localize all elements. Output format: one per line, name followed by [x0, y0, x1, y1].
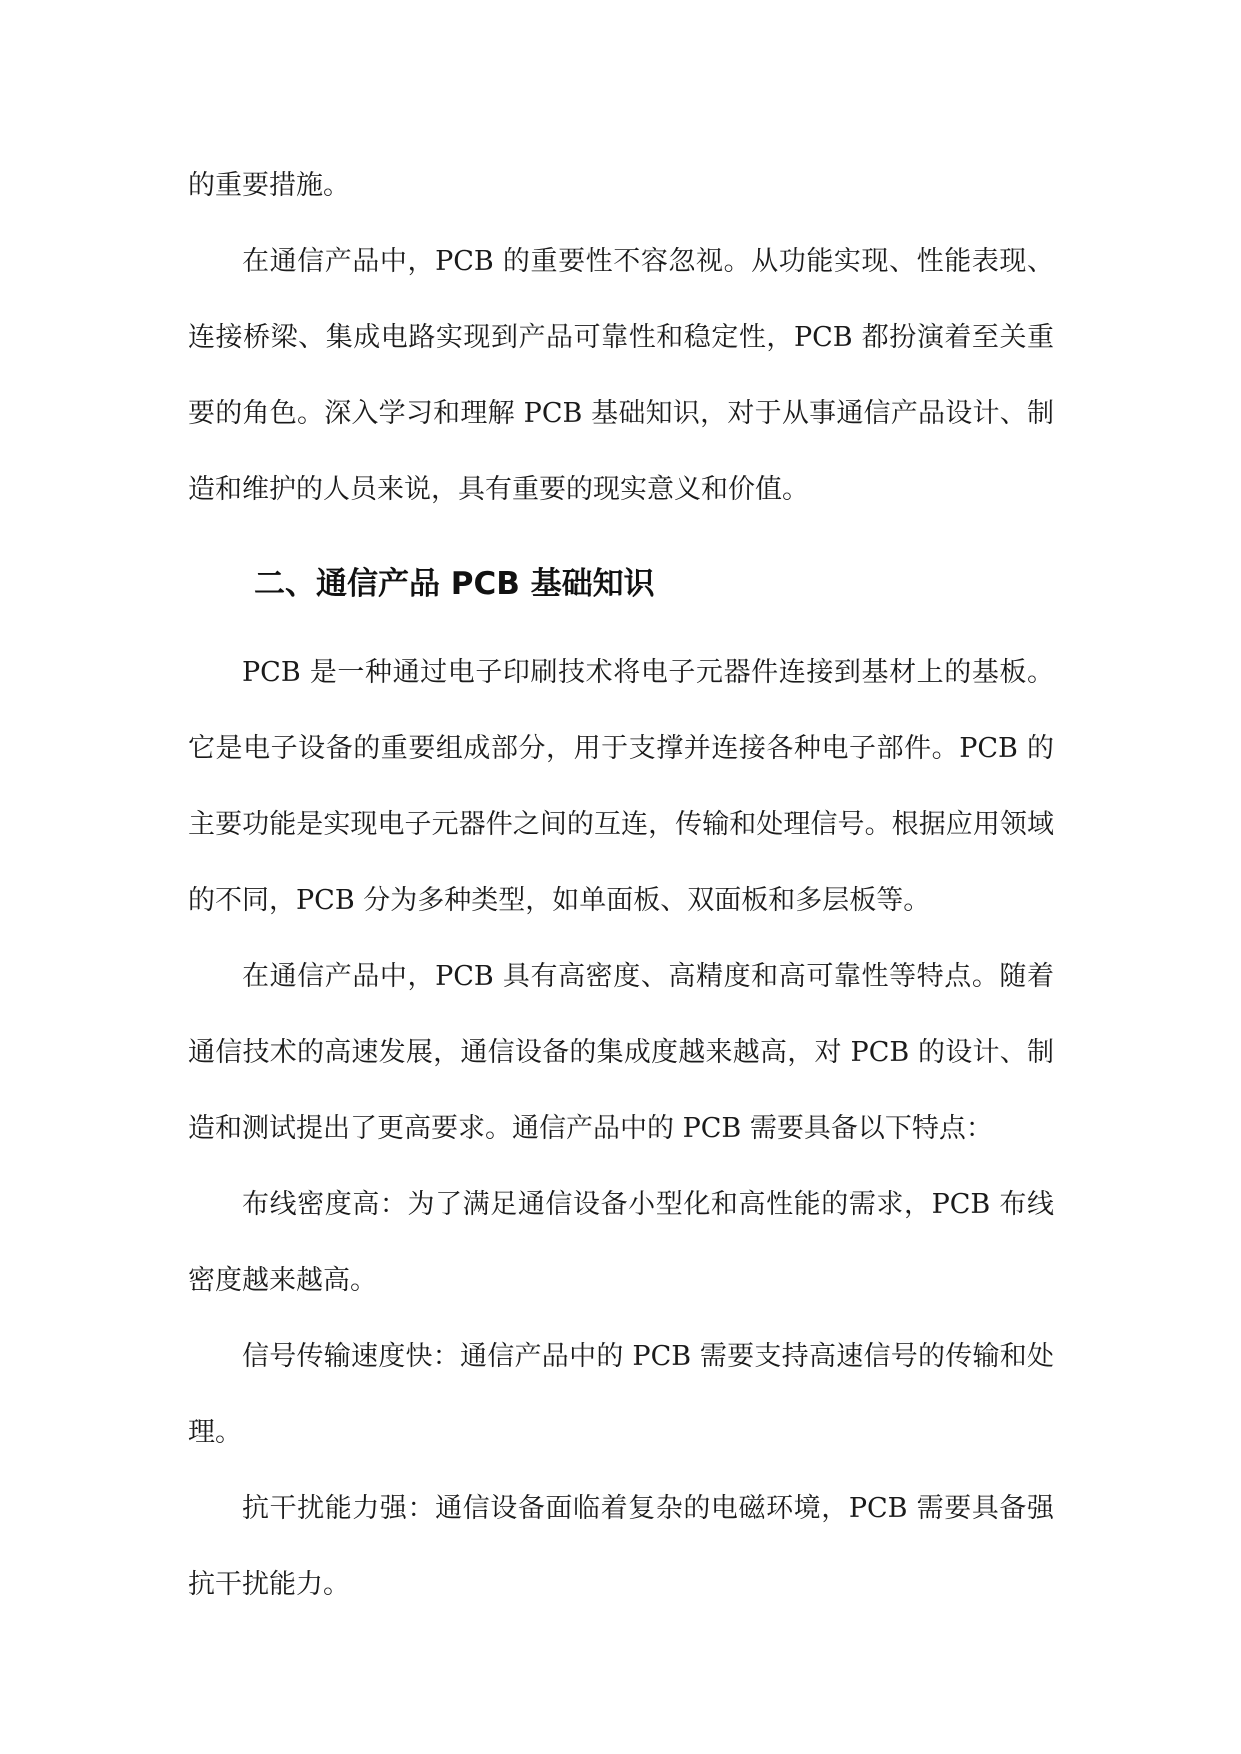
- paragraph-pcb-definition: PCB 是一种通过电子印刷技术将电子元器件连接到基材上的基板。它是电子设备的重要组成部分，用于支撑并连接各种电子部件。PCB 的主要功能是实现电子元器件之间的互连，传输和处理信号。根据应用领域的不同，PCB 分为多种类型，如单面板、双面板和多层板等。: [188, 657, 1054, 916]
- paragraph-pcb-importance: 在通信产品中，PCB 的重要性不容忽视。从功能实现、性能表现、连接桥梁、集成电路实现到产品可靠性和稳定性，PCB 都扮演着至关重要的角色。深入学习和理解 PCB 基础知识，对于从事通信产品设计、制造和维护的人员来说，具有重要的现实意义和价值。: [188, 246, 1054, 505]
- document-body: [188, 148, 1054, 1623]
- paragraph-anti-interference: 抗干扰能力强：通信设备面临着复杂的电磁环境，PCB 需要具备强抗干扰能力。: [188, 1493, 1054, 1600]
- paragraph-wiring-density: 布线密度高：为了满足通信设备小型化和高性能的需求，PCB 布线密度越来越高。: [188, 1189, 1054, 1296]
- paragraph-signal-speed: 信号传输速度快：通信产品中的 PCB 需要支持高速信号的传输和处理。: [188, 1341, 1054, 1448]
- section-heading: 二、通信产品 PCB 基础知识: [254, 566, 655, 602]
- paragraph-pcb-features: 在通信产品中，PCB 具有高密度、高精度和高可靠性等特点。随着通信技术的高速发展，通信设备的集成度越来越高，对 PCB 的设计、制造和测试提出了更高要求。通信产品中的 PCB 需要具备以下特点：: [188, 961, 1054, 1144]
- paragraph-continuation: 的重要措施。: [188, 170, 350, 201]
